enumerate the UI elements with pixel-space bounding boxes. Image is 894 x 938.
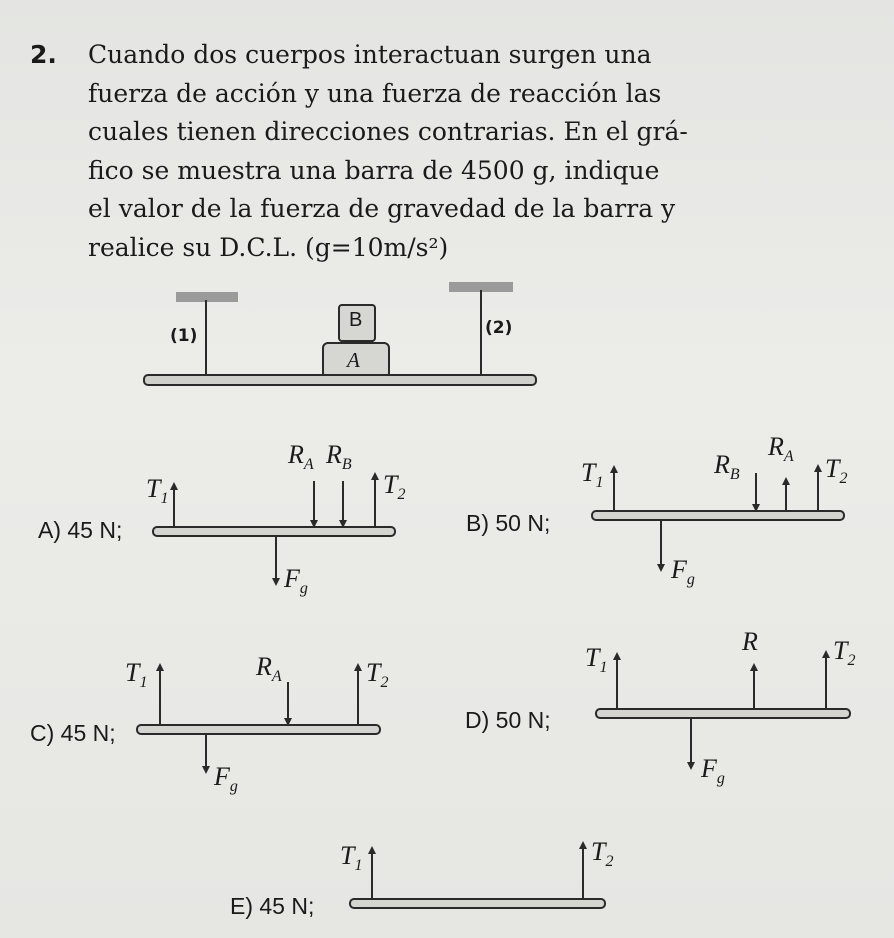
option-e-label[interactable]: E) 45 N; xyxy=(230,893,315,919)
force-ra: $R_A$ xyxy=(256,652,282,685)
force-rb: $R_B$ xyxy=(326,440,352,473)
force-t2: $T_2$ xyxy=(383,470,406,503)
force-t2: $T_2$ xyxy=(366,658,389,691)
force-fg: $F_g$ xyxy=(701,754,725,787)
question-line: fuerza de acción y una fuerza de reacción las xyxy=(88,78,662,108)
force-rb: $R_B$ xyxy=(714,450,740,483)
bar-a xyxy=(153,527,395,536)
force-fg: $F_g$ xyxy=(284,564,308,597)
force-ra: $R_A$ xyxy=(768,432,794,465)
force-t1: $T_1$ xyxy=(585,643,608,676)
block-b-label: B xyxy=(349,309,363,331)
force-t2: $T_2$ xyxy=(825,454,848,487)
force-t2: $T_2$ xyxy=(833,636,856,669)
force-t1: $T_1$ xyxy=(340,841,363,874)
bar-d xyxy=(596,709,850,718)
block-a-label: A xyxy=(347,348,360,372)
support-2-label: (2) xyxy=(485,318,513,338)
question-line: cuales tienen direcciones contrarias. En el grá- xyxy=(88,117,688,146)
question-line: el valor de la fuerza de gravedad de la barra y xyxy=(88,194,676,223)
force-t1: $T_1$ xyxy=(146,474,169,507)
question-line: realice su D.C.L. (g=10m/s²) xyxy=(88,232,449,262)
option-a-label[interactable]: A) 45 N; xyxy=(38,517,123,543)
force-ra: $R_A$ xyxy=(288,440,314,473)
bar-e xyxy=(350,899,605,908)
force-t2: $T_2$ xyxy=(591,837,614,870)
force-r: R xyxy=(742,627,758,656)
option-b-label[interactable]: B) 50 N; xyxy=(466,510,551,536)
force-t1: $T_1$ xyxy=(581,458,604,491)
question-line: 2. Cuando dos cuerpos interactuan surgen una xyxy=(30,36,670,75)
question-number: 2. xyxy=(30,40,57,69)
question-line: fico se muestra una barra de 4500 g, indique xyxy=(88,155,660,185)
support-1-label: (1) xyxy=(170,326,198,346)
bar-b xyxy=(592,511,844,520)
option-c-label[interactable]: C) 45 N; xyxy=(30,720,116,746)
force-t1: $T_1$ xyxy=(125,658,148,691)
force-fg: $F_g$ xyxy=(214,762,238,795)
option-d-label[interactable]: D) 50 N; xyxy=(465,707,551,733)
force-fg: $F_g$ xyxy=(671,555,695,588)
bar-c xyxy=(137,725,380,734)
main-bar xyxy=(144,375,536,385)
